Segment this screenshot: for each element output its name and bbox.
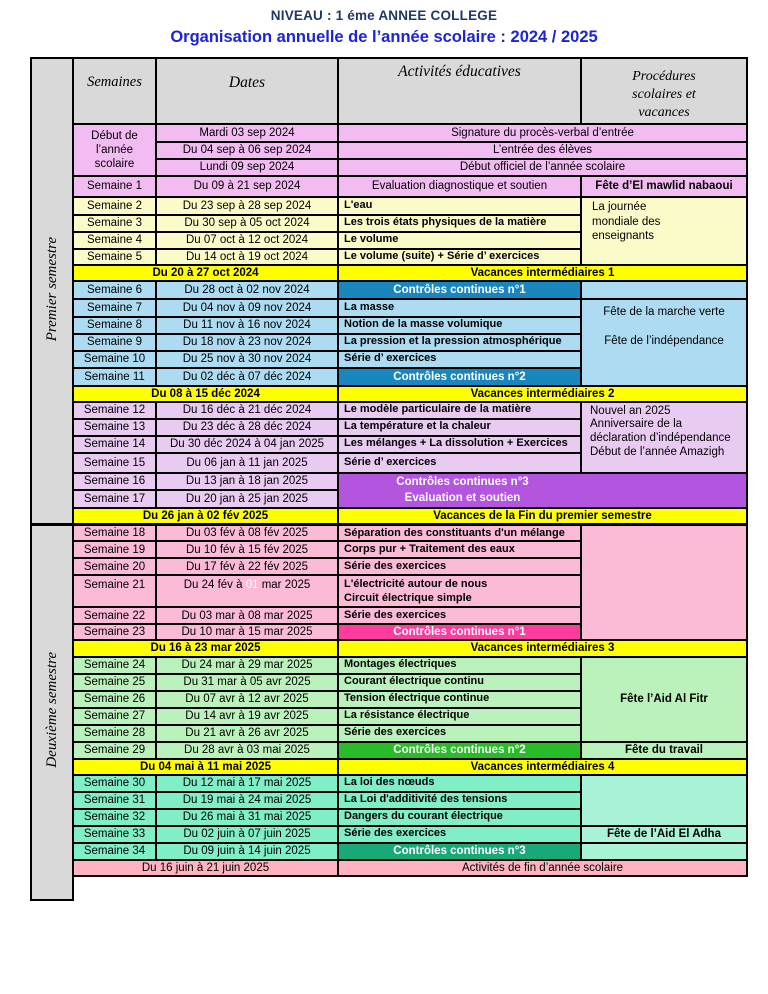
week-cell: Semaine 31 — [73, 792, 156, 809]
semester-label-text: Premier semestre — [43, 236, 60, 342]
procedure-cell — [581, 843, 747, 860]
vacation-row — [31, 386, 747, 402]
table-row — [31, 775, 747, 792]
week-cell: Semaine 28 — [73, 725, 156, 742]
table-row — [31, 473, 747, 491]
semester-label-text: Deuxième semestre — [43, 652, 60, 769]
controls-cell: Contrôles continues n°1 — [338, 281, 581, 299]
procedure-cell — [581, 524, 747, 640]
procedure-cell — [581, 281, 747, 299]
header-procedures-line: scolaires et — [632, 87, 696, 103]
activity-cell: Série des exercices — [338, 607, 581, 624]
table-row — [31, 742, 747, 759]
activity-cell: Montages électriques — [338, 657, 581, 674]
date-cell: Du 23 déc à 28 déc 2024 — [156, 419, 338, 436]
table-row — [31, 124, 747, 142]
event-cell: L’entrée des élèves — [338, 142, 747, 159]
table-row — [31, 197, 747, 215]
week-cell: Semaine 22 — [73, 607, 156, 624]
activity-cell: Le modèle particulaire de la matière — [338, 402, 581, 419]
activity-cell: L'eau — [338, 197, 581, 215]
text-line: Anniversaire de la déclaration d’indépendance — [590, 418, 731, 445]
activity-cell: La loi des nœuds — [338, 775, 581, 792]
date-cell: Du 30 sep à 05 oct 2024 — [156, 215, 338, 232]
date-cell: Du 10 mar à 15 mar 2025 — [156, 624, 338, 640]
header-procedures — [581, 58, 747, 124]
date-cell: Du 03 mar à 08 mar 2025 — [156, 607, 338, 624]
vacation-date-cell: Du 20 à 27 oct 2024 — [73, 265, 338, 281]
controls-cell — [338, 473, 747, 508]
date-cell: Du 12 mai à 17 mai 2025 — [156, 775, 338, 792]
controls-cell: Contrôles continues n°3 — [338, 843, 581, 860]
text-part: Du 24 fév à — [183, 579, 246, 592]
date-cell: Lundi 09 sep 2024 — [156, 159, 338, 176]
page-title-organisation — [0, 28, 768, 47]
date-cell: Du 02 juin à 07 juin 2025 — [156, 826, 338, 843]
vacation-date-cell: Du 08 à 15 déc 2024 — [73, 386, 338, 402]
week-cell: Semaine 11 — [73, 368, 156, 386]
holiday-cell: Fête d’El mawlid nabaoui — [581, 176, 747, 197]
activity-cell: Série d’ exercices — [338, 453, 581, 473]
date-cell: Du 09 à 21 sep 2024 — [156, 176, 338, 197]
activity-cell: Le volume (suite) + Série d’ exercices — [338, 249, 581, 265]
event-cell: Début officiel de l’année scolaire — [338, 159, 747, 176]
activity-cell: Notion de la masse volumique — [338, 317, 581, 334]
week-cell: Semaine 30 — [73, 775, 156, 792]
week-cell: Semaine 9 — [73, 334, 156, 351]
header-semaines: Semaines — [73, 58, 156, 124]
week-cell: Semaine 23 — [73, 624, 156, 640]
week-cell: Semaine 1 — [73, 176, 156, 197]
holiday-cell: Fête l’Aid Al Fitr — [581, 657, 747, 742]
holiday-cell: Fête de l’Aid El Adha — [581, 826, 747, 843]
semester-label-second — [31, 524, 73, 899]
event-cell: Signature du procès-verbal d’entrée — [338, 124, 747, 142]
text-lines — [341, 474, 584, 507]
vacation-label-cell: Vacances intermédiaires 3 — [338, 640, 747, 656]
date-cell: Du 07 avr à 12 avr 2025 — [156, 691, 338, 708]
text-line: Contrôles continues n°3 — [396, 475, 529, 488]
date-cell: Du 26 mai à 31 mai 2025 — [156, 809, 338, 826]
year-end-date-cell: Du 16 juin à 21 juin 2025 — [73, 860, 338, 876]
period-label: Début de l’année scolaire — [73, 124, 156, 176]
week-cell: Semaine 6 — [73, 281, 156, 299]
week-cell: Semaine 4 — [73, 232, 156, 249]
holiday-cell: Fête du travail — [581, 742, 747, 759]
vacation-row — [31, 759, 747, 775]
activity-cell: Les mélanges + La dissolution + Exercices — [338, 436, 581, 453]
header-row — [31, 58, 747, 124]
activity-cell: Corps pur + Traitement des eaux — [338, 541, 581, 558]
page-title-level: NIVEAU : 1 éme ANNEE COLLEGE — [270, 8, 498, 23]
vacation-date-cell: Du 16 à 23 mar 2025 — [73, 640, 338, 656]
activity-cell: La masse — [338, 299, 581, 317]
vacation-row — [31, 640, 747, 656]
week-cell: Semaine 21 — [73, 575, 156, 607]
holiday-cell: La journée mondiale des enseignants — [581, 197, 747, 265]
week-cell: Semaine 5 — [73, 249, 156, 265]
date-cell: Du 11 nov à 16 nov 2024 — [156, 317, 338, 334]
activity-cell: La résistance électrique — [338, 708, 581, 725]
week-cell: Semaine 19 — [73, 541, 156, 558]
holiday-cell — [581, 402, 747, 473]
spacer — [73, 876, 747, 900]
vacation-date-cell: Du 26 jan à 02 fév 2025 — [73, 508, 338, 525]
date-cell — [156, 575, 338, 607]
vacation-date-cell: Du 04 mai à 11 mai 2025 — [73, 759, 338, 775]
activity-cell: Dangers du courant électrique — [338, 809, 581, 826]
header-dates: Dates — [156, 58, 338, 124]
activity-cell: Série des exercices — [338, 558, 581, 575]
year-end-row — [31, 860, 747, 876]
week-cell: Semaine 15 — [73, 453, 156, 473]
week-cell: Semaine 7 — [73, 299, 156, 317]
vacation-row — [31, 265, 747, 281]
activity-cell: Tension électrique continue — [338, 691, 581, 708]
text-part: mar 2025 — [258, 579, 311, 592]
text-line: Fête de l’indépendance — [604, 334, 724, 347]
activity-cell: Le volume — [338, 232, 581, 249]
week-cell: Semaine 12 — [73, 402, 156, 419]
activity-cell: La Loi d'additivité des tensions — [338, 792, 581, 809]
text-part: 01 — [245, 579, 259, 592]
text-line: Circuit électrique simple — [344, 591, 472, 604]
title-years: 2024 / 2025 — [510, 28, 598, 46]
header-activites: Activités éducatives — [338, 58, 581, 124]
activity-cell: La pression et la pression atmosphérique — [338, 334, 581, 351]
controls-cell: Contrôles continues n°2 — [338, 742, 581, 759]
holiday-cell — [581, 299, 747, 386]
date-cell: Du 17 fév à 22 fév 2025 — [156, 558, 338, 575]
date-cell: Du 09 juin à 14 juin 2025 — [156, 843, 338, 860]
date-cell: Du 25 nov à 30 nov 2024 — [156, 351, 338, 368]
semester-label-first — [31, 58, 73, 524]
week-cell: Semaine 34 — [73, 843, 156, 860]
text-lines — [590, 405, 740, 460]
date-cell: Du 30 déc 2024 à 04 jan 2025 — [156, 436, 338, 453]
week-cell: Semaine 16 — [73, 473, 156, 491]
activity-cell: Série des exercices — [338, 826, 581, 843]
activity-cell: Les trois états physiques de la matière — [338, 215, 581, 232]
school-year-table — [30, 57, 748, 901]
week-cell: Semaine 17 — [73, 490, 156, 508]
vacation-label-cell: Vacances intermédiaires 2 — [338, 386, 747, 402]
date-cell: Du 04 sep à 06 sep 2024 — [156, 142, 338, 159]
spacer-row — [31, 876, 747, 900]
week-cell: Semaine 3 — [73, 215, 156, 232]
date-cell: Mardi 03 sep 2024 — [156, 124, 338, 142]
text-line: Nouvel an 2025 — [590, 404, 671, 417]
table-row — [31, 299, 747, 317]
text-line: Fête de la marche verte — [603, 305, 725, 318]
table-row — [31, 524, 747, 541]
date-cell: Du 31 mar à 05 avr 2025 — [156, 674, 338, 691]
week-cell: Semaine 18 — [73, 524, 156, 541]
week-cell: Semaine 27 — [73, 708, 156, 725]
procedure-cell — [581, 775, 747, 826]
date-cell: Du 07 oct à 12 oct 2024 — [156, 232, 338, 249]
title-main: Organisation annuelle de l’année scolaire — [170, 28, 496, 46]
controls-cell: Contrôles continues n°2 — [338, 368, 581, 386]
week-cell: Semaine 13 — [73, 419, 156, 436]
date-cell: Du 03 fév à 08 fév 2025 — [156, 524, 338, 541]
controls-cell: Contrôles continues n°1 — [338, 624, 581, 640]
text-line: L'électricité autour de nous — [344, 578, 488, 591]
date-cell: Du 16 déc à 21 déc 2024 — [156, 402, 338, 419]
date-cell: Du 04 nov à 09 nov 2024 — [156, 299, 338, 317]
week-cell: Semaine 2 — [73, 197, 156, 215]
vacation-label-cell: Vacances intermédiaires 4 — [338, 759, 747, 775]
date-cell: Du 06 jan à 11 jan 2025 — [156, 453, 338, 473]
activity-cell: La température et la chaleur — [338, 419, 581, 436]
date-cell: Du 21 avr à 26 avr 2025 — [156, 725, 338, 742]
week-cell: Semaine 20 — [73, 558, 156, 575]
week-cell: Semaine 10 — [73, 351, 156, 368]
week-cell: Semaine 8 — [73, 317, 156, 334]
table-row — [31, 281, 747, 299]
date-cell: Du 20 jan à 25 jan 2025 — [156, 490, 338, 508]
date-cell: Du 28 avr à 03 mai 2025 — [156, 742, 338, 759]
text-line: Evaluation et soutien — [404, 492, 521, 505]
date-cell: Du 28 oct à 02 nov 2024 — [156, 281, 338, 299]
header-procedures-line: Procédures — [632, 69, 696, 84]
table-row — [31, 176, 747, 197]
table-row — [31, 843, 747, 860]
vacation-label-cell: Vacances intermédiaires 1 — [338, 265, 747, 281]
week-cell: Semaine 33 — [73, 826, 156, 843]
text-lines — [344, 578, 578, 605]
date-cell: Du 23 sep à 28 sep 2024 — [156, 197, 338, 215]
text-lines — [584, 302, 744, 348]
table-row — [31, 826, 747, 843]
week-cell: Semaine 26 — [73, 691, 156, 708]
text-line: Début de l’année Amazigh — [590, 446, 725, 458]
table-row — [31, 402, 747, 419]
activity-cell: Série des exercices — [338, 725, 581, 742]
year-end-label-cell: Activités de fin d’année scolaire — [338, 860, 747, 876]
date-cell: Du 13 jan à 18 jan 2025 — [156, 473, 338, 491]
table-row — [31, 657, 747, 674]
activity-cell — [338, 575, 581, 607]
date-cell: Du 10 fév à 15 fév 2025 — [156, 541, 338, 558]
week-cell: Semaine 24 — [73, 657, 156, 674]
week-cell: Semaine 25 — [73, 674, 156, 691]
activity-cell: Courant électrique continu — [338, 674, 581, 691]
title-colon: : — [495, 28, 511, 46]
week-cell: Semaine 29 — [73, 742, 156, 759]
date-cell: Du 24 mar à 29 mar 2025 — [156, 657, 338, 674]
page-titles — [0, 0, 768, 47]
vacation-row — [31, 508, 747, 525]
activity-cell: Séparation des constituants d'un mélange — [338, 524, 581, 541]
week-cell: Semaine 14 — [73, 436, 156, 453]
date-cell: Du 14 oct à 19 oct 2024 — [156, 249, 338, 265]
date-cell: Du 18 nov à 23 nov 2024 — [156, 334, 338, 351]
date-cell: Du 19 mai à 24 mai 2025 — [156, 792, 338, 809]
header-procedures-line: vacances — [638, 105, 690, 121]
activity-cell: Série d’ exercices — [338, 351, 581, 368]
vacation-label-cell: Vacances de la Fin du premier semestre — [338, 508, 747, 525]
date-cell: Du 02 déc à 07 déc 2024 — [156, 368, 338, 386]
date-cell: Du 14 avr à 19 avr 2025 — [156, 708, 338, 725]
week-cell: Semaine 32 — [73, 809, 156, 826]
activity-cell: Evaluation diagnostique et soutien — [338, 176, 581, 197]
